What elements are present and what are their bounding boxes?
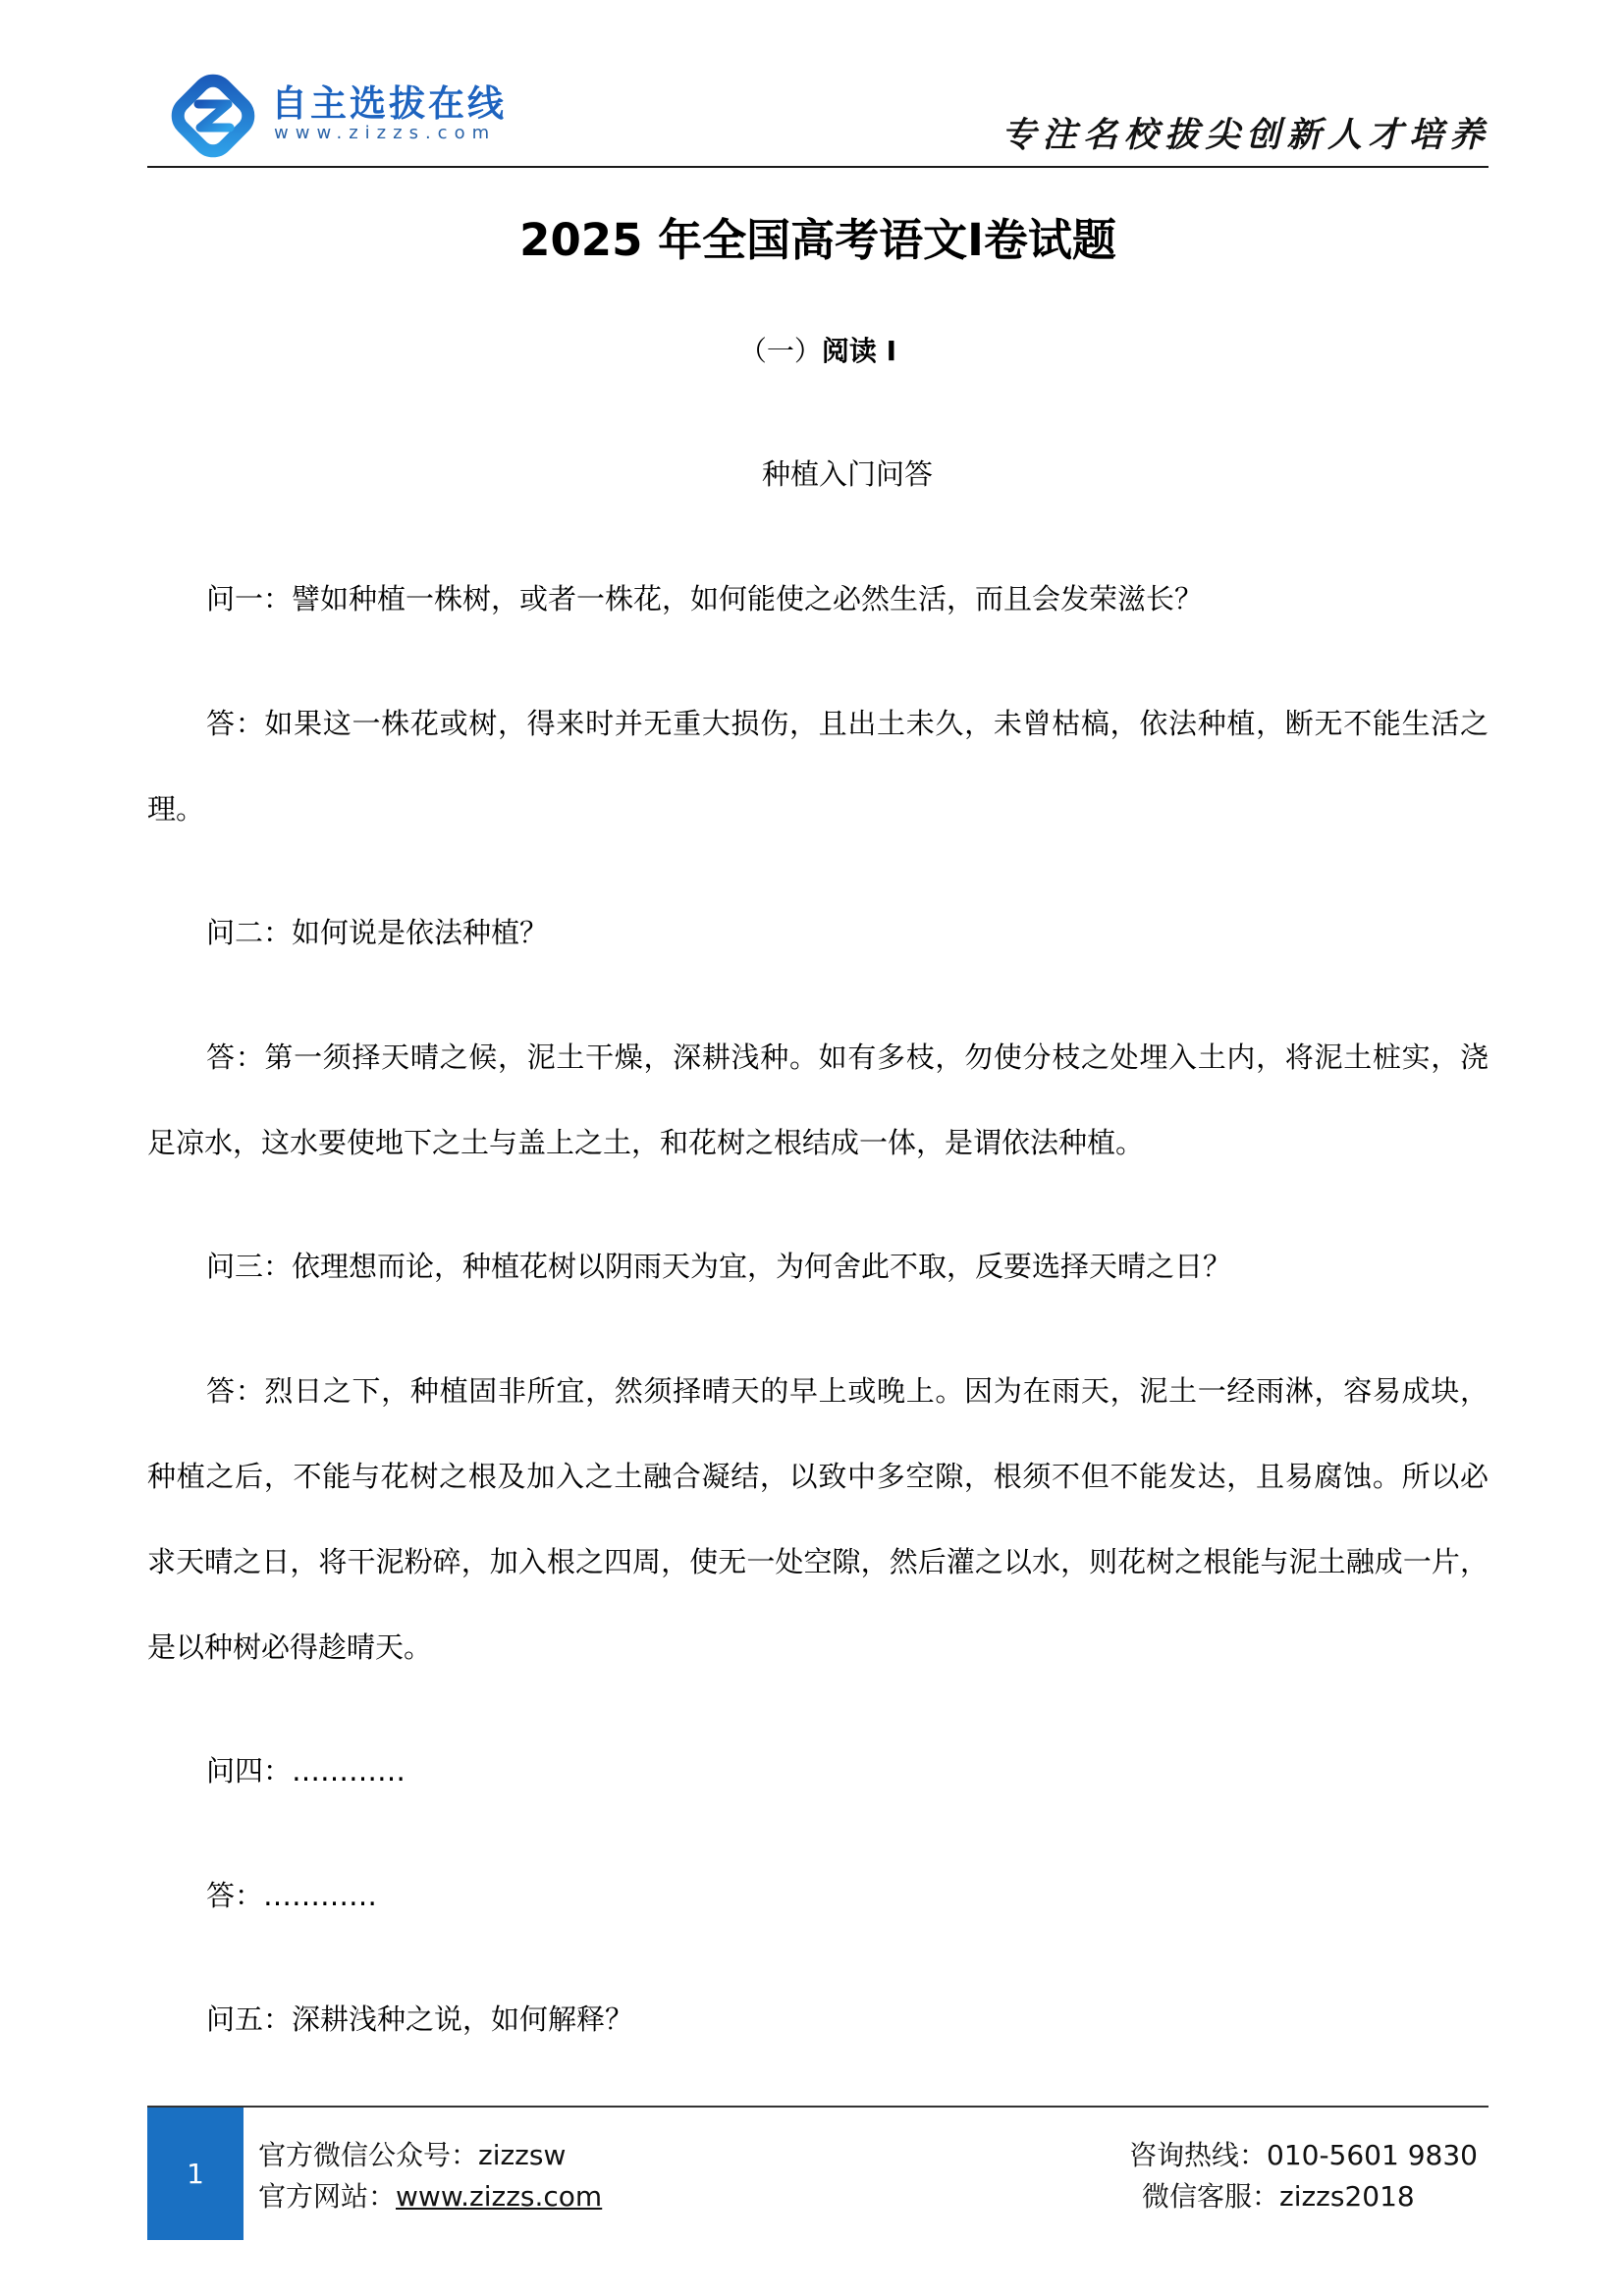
question-2 bbox=[147, 890, 1489, 976]
article-title: 种植入门问答 bbox=[761, 457, 933, 491]
logo-wordmark: 自主选拔在线 bbox=[271, 81, 507, 125]
footer-divider bbox=[147, 2106, 1489, 2108]
paragraph-line: 答：第一须择天晴之候，泥土干燥，深耕浅种。如有多枝，勿使分枝之处埋入土内，将泥土桩实，浇 bbox=[206, 1040, 1489, 1074]
question-3 bbox=[147, 1224, 1489, 1309]
section-name: 阅读 I bbox=[821, 335, 897, 367]
page-number-badge bbox=[147, 2108, 244, 2240]
document-title: 2025 年全国高考语文I卷试题 bbox=[519, 214, 1116, 266]
paragraph-line: 问二：如何说是依法种植？ bbox=[206, 916, 549, 949]
answer-4 bbox=[147, 1853, 1489, 1939]
answer-2 bbox=[147, 1015, 1489, 1186]
footer-wechat-service: 微信客服：zizzs2018 bbox=[1142, 2180, 1415, 2213]
zizzs-logo-icon bbox=[157, 69, 269, 163]
paragraph-line: 问一：譬如种植一株树，或者一株花，如何能使之必然生活，而且会发荣滋长？ bbox=[206, 582, 1204, 615]
section-number: （一） bbox=[738, 335, 822, 367]
question-4 bbox=[147, 1729, 1489, 1814]
logo-url: www.zizzs.com bbox=[274, 123, 497, 143]
footer-website bbox=[258, 2177, 602, 2216]
paragraph-line: 问五：深耕浅种之说，如何解释？ bbox=[206, 2002, 634, 2036]
answer-1 bbox=[147, 681, 1489, 852]
paragraph-line: 答：如果这一株花或树，得来时并无重大损伤，且出土未久，未曾枯槁，依法种植，断无不能生活之 bbox=[206, 706, 1489, 740]
footer-hotline: 咨询热线：010-5601 9830 bbox=[1129, 2139, 1478, 2171]
paragraph-line: 问四：………… bbox=[206, 1754, 406, 1788]
header-divider bbox=[147, 166, 1489, 168]
page-number: 1 bbox=[187, 2158, 204, 2190]
header-slogan: 专注名校拔尖创新人才培养 bbox=[1001, 115, 1490, 155]
answer-3 bbox=[147, 1349, 1489, 1690]
footer-website-link[interactable]: www.zizzs.com bbox=[396, 2180, 603, 2213]
article-body bbox=[147, 557, 1489, 2102]
paragraph-line: 问三：依理想而论，种植花树以阴雨天为宜，为何舍此不取，反要选择天晴之日？ bbox=[206, 1250, 1232, 1283]
paragraph-line: 理。 bbox=[147, 791, 205, 826]
paragraph-line: 求天晴之日，将干泥粉碎，加入根之四周，使无一处空隙，然后灌之以水，则花树之根能与泥土融成一片， bbox=[147, 1544, 1489, 1578]
paragraph-line: 是以种树必得趁晴天。 bbox=[147, 1629, 433, 1664]
paragraph-line: 种植之后，不能与花树之根及加入之土融合凝结，以致中多空隙，根须不但不能发达，且易腐蚀。所以必 bbox=[147, 1459, 1489, 1493]
paragraph-line: 答：烈日之下，种植固非所宜，然须择晴天的早上或晚上。因为在雨天，泥土一经雨淋，容易成块， bbox=[206, 1373, 1489, 1408]
footer-wechat-account: 官方微信公众号：zizzsw bbox=[258, 2139, 567, 2171]
section-heading bbox=[147, 332, 1489, 371]
paragraph-line: 足凉水，这水要使地下之土与盖上之土，和花树之根结成一体，是谓依法种植。 bbox=[147, 1125, 1145, 1159]
paragraph-line: 答：………… bbox=[206, 1878, 378, 1912]
question-5 bbox=[147, 1977, 1489, 2062]
footer-website-label: 官方网站： bbox=[258, 2180, 397, 2213]
question-1 bbox=[147, 557, 1489, 642]
